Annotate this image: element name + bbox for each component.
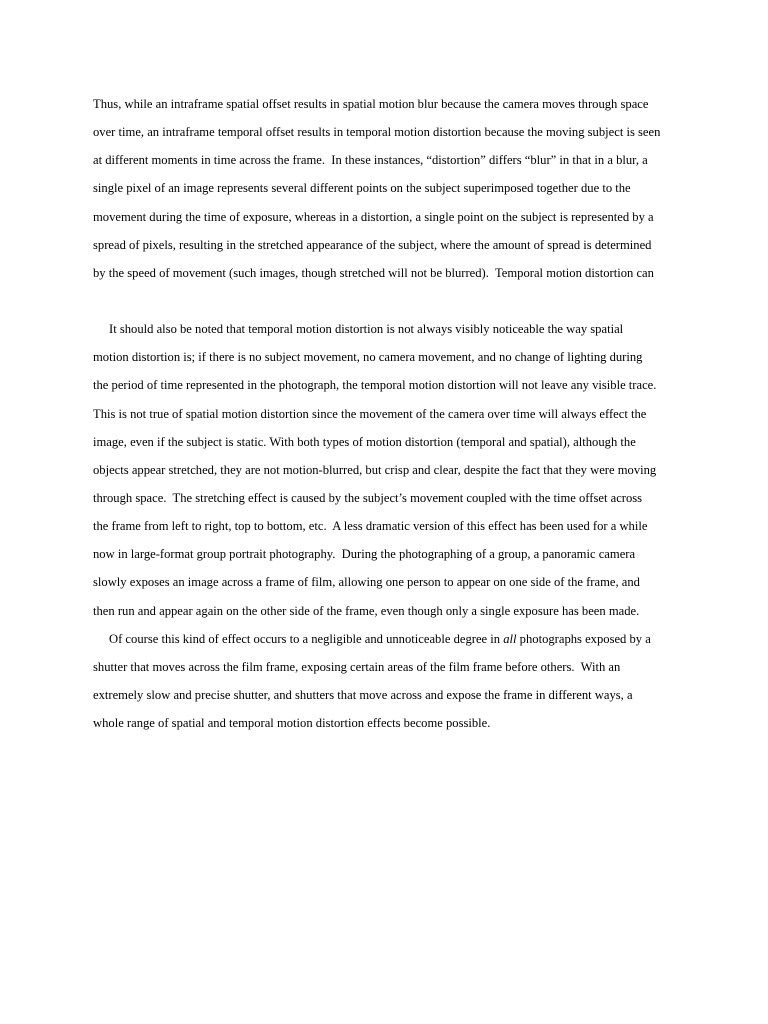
paragraph-3 [93, 625, 683, 738]
emphasis-text: all [503, 631, 517, 646]
text-line: shutter that moves across the film frame, exposing certain areas of the film frame before others. With an [93, 659, 621, 674]
text-line: at different moments in time across the frame. In these instances, “distortion” differs “blur” in that in a blur, a [93, 153, 648, 168]
text-line [93, 625, 683, 653]
text-line: through space. The stretching effect is caused by the subject’s movement coupled with the time offset across [93, 490, 643, 505]
text-line: Thus, while an intraframe spatial offset results in spatial motion blur because the camera moves through space [93, 97, 649, 111]
text-line: spread of pixels, resulting in the stretched appearance of the subject, where the amount of spread is determined [93, 237, 652, 252]
text-run: photographs exposed by a [516, 631, 651, 646]
text-line: now in large-format group portrait photography. During the photographing of a group, a panoramic camera [93, 547, 636, 562]
text-line: whole range of spatial and temporal motion distortion effects become possible. [93, 716, 491, 731]
text-line: This is not true of spatial motion distortion since the movement of the camera over time will always effect the [93, 406, 647, 421]
text-line: extremely slow and precise shutter, and shutters that move across and expose the frame in different ways, a [93, 687, 633, 702]
text-line: by the speed of movement (such images, though stretched will not be blurred). Temporal motion distortion can [93, 265, 654, 280]
text-line: over time, an intraframe temporal offset results in temporal motion distortion because the moving subject is seen [93, 125, 661, 140]
text-run: Of course this kind of effect occurs to a negligible and unnoticeable degree in [109, 631, 504, 646]
text-line: It should also be noted that temporal motion distortion is not always visibly noticeable the way spatial [109, 322, 624, 337]
text-line: motion distortion is; if there is no subject movement, no camera movement, and no change of lighting during [93, 350, 643, 365]
text-line: slowly exposes an image across a frame of film, allowing one person to appear on one side of the frame, and [93, 575, 640, 590]
text-line: the frame from left to right, top to bottom, etc. A less dramatic version of this effect has been used for a while [93, 519, 648, 534]
text-line: the period of time represented in the photograph, the temporal motion distortion will not leave any visible trace. [93, 378, 657, 393]
text-line: objects appear stretched, they are not motion-blurred, but crisp and clear, despite the fact that they were moving [93, 462, 657, 477]
text-line: then run and appear again on the other side of the frame, even though only a single exposure has been made. [93, 603, 640, 618]
text-line: movement during the time of exposure, whereas in a distortion, a single point on the subject is represented by a [93, 209, 654, 224]
text-line: image, even if the subject is static. With both types of motion distortion (temporal and spatial), although the [93, 434, 636, 449]
paragraph-gap [93, 287, 683, 315]
document-body [93, 90, 683, 737]
paragraph-2 [93, 315, 683, 625]
paragraph-1 [93, 90, 683, 287]
text-line: single pixel of an image represents several different points on the subject superimposed together due to the [93, 181, 631, 196]
